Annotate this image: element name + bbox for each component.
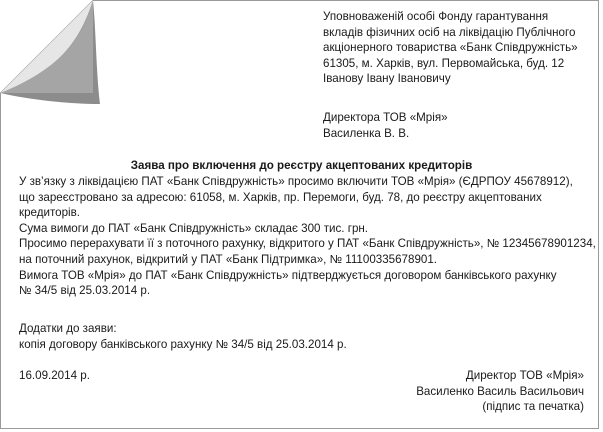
body-line: Вимога ТОВ «Мрія» до ПАТ «Банк Співдружність» підтверджується договором банківського рахунку: [19, 268, 557, 282]
sender-line: Василенка В. В.: [323, 126, 410, 140]
signer-position: Директор ТОВ «Мрія»: [465, 369, 584, 382]
addressee-block: [323, 9, 578, 87]
attachments-heading: Додатки до заяви:: [19, 322, 117, 335]
body-line: що зареєстровано за адресою: 61058, м. Харків, пр. Перемоги, буд. 78, до реєстру акцептованих: [19, 190, 542, 204]
sender-line: Директора ТОВ «Мрія»: [323, 111, 448, 124]
document-date: 16.09.2014 р.: [19, 369, 90, 382]
addressee-line: 61305, м. Харків, вул. Первомайська, буд. 12: [323, 56, 565, 70]
attachment-item: копія договору банківського рахунку № 34/5 від 25.03.2014 р.: [19, 337, 347, 351]
body-line: кредиторів.: [19, 206, 80, 220]
body-line: Просимо перерахувати її з поточного рахунку, відкритого у ПАТ «Банк Співдружність», № 12345678901234,: [19, 237, 596, 251]
application-body: [19, 174, 596, 299]
document-title: Заява про включення до реєстру акцептованих кредиторів: [130, 159, 473, 172]
body-line: № 34/5 від 25.03.2014 р.: [19, 284, 151, 298]
addressee-line: Іванову Івану Івановичу: [323, 72, 451, 86]
attachments-block: [19, 321, 347, 352]
body-line: У зв’язку з ліквідацією ПАТ «Банк Співдружність» просимо включити ТОВ «Мрія» (ЄДРПОУ 45678912),: [19, 175, 573, 188]
addressee-line: Уповноваженій особі Фонду гарантування: [323, 10, 549, 23]
body-line: Сума вимоги до ПАТ «Банк Співдружність» складає 300 тис. грн.: [19, 221, 369, 235]
addressee-line: акціонерного товариства «Банк Співдружність»: [323, 41, 578, 55]
addressee-line: вкладів фізичних осіб на ліквідацію Публічного: [323, 25, 576, 39]
signature-block: [416, 368, 584, 415]
sender-block: [323, 110, 448, 141]
body-line: на поточний рахунок, відкритий у ПАТ «Банк Підтримка», № 11100335678901.: [19, 252, 438, 266]
signature-note: (підпис та печатка): [482, 400, 584, 414]
signer-name: Василенко Василь Васильович: [416, 384, 584, 398]
